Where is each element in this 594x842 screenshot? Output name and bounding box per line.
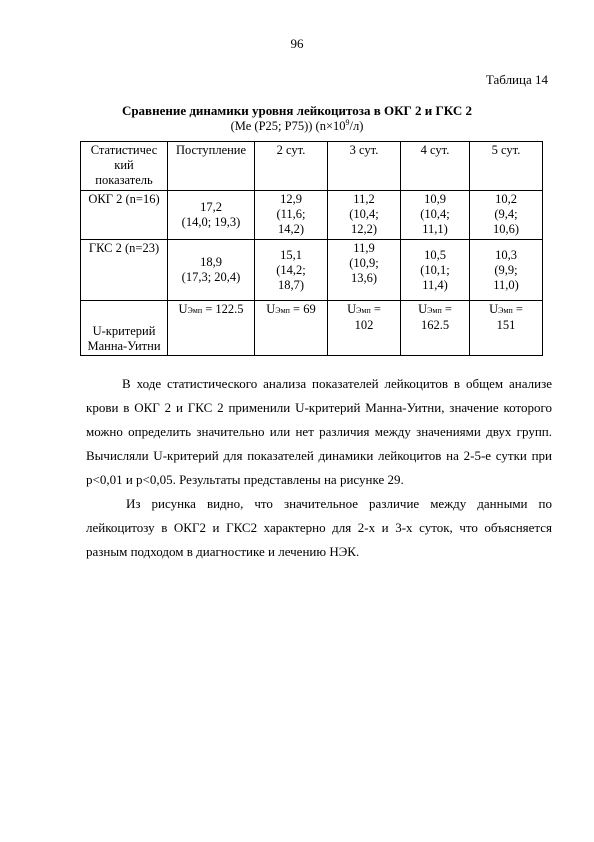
cell-line: (9,4; xyxy=(494,207,518,221)
cell-line: (10,9; xyxy=(349,256,379,270)
row-label-line: Манна-Уитни xyxy=(87,339,161,353)
cell-line: (10,4; xyxy=(420,207,450,221)
u-value-admission xyxy=(168,301,255,356)
cell-line: 10,6) xyxy=(492,222,520,236)
cell-line: 18,9 xyxy=(200,255,222,269)
cell-line: 17,2 xyxy=(200,200,222,214)
header-day5: 5 сут. xyxy=(470,142,543,191)
header-day4: 4 сут. xyxy=(401,142,470,191)
cell-line: (14,2; xyxy=(276,262,306,277)
u-letter: U xyxy=(178,302,188,316)
cell-admission xyxy=(168,240,255,301)
u-line: 162.5 xyxy=(420,318,450,332)
cell-day4 xyxy=(401,191,470,240)
cell-line: 11,0) xyxy=(493,277,519,292)
u-sub: Эмп xyxy=(427,306,442,315)
cell-line: 15,1 xyxy=(280,247,302,262)
header-stat-line: Статистичес xyxy=(90,143,158,157)
u-line xyxy=(331,302,397,318)
cell-line: 10,5 xyxy=(424,247,446,262)
table-row-gks2 xyxy=(81,240,543,301)
u-value-day2 xyxy=(255,301,328,356)
row-label: ГКС 2 (n=23) xyxy=(81,240,168,301)
cell-line: (14,0; 19,3) xyxy=(181,215,241,229)
u-sub: Эмп xyxy=(356,306,371,315)
u-value: = 69 xyxy=(293,302,316,316)
cell-line: 11,2 xyxy=(353,192,375,206)
u-line: 151 xyxy=(496,318,516,332)
paragraph: Из рисунка видно, что значительное различие между данными по лейкоцитозу в ОКГ2 и ГКС2 характерно для 2-х и 3-х суток, что объясняется разным подходом в диагностике и лечению НЭК. xyxy=(86,496,552,559)
cell-day3 xyxy=(328,191,401,240)
subtitle-prefix: (Ме (P25; P75)) (n×10 xyxy=(230,119,346,134)
table-title: Сравнение динамики уровня лейкоцитоза в ОКГ 2 и ГКС 2 xyxy=(121,103,473,118)
u-value-day4 xyxy=(401,301,470,356)
leukocytosis-table xyxy=(80,141,543,356)
cell-line: 10,3 xyxy=(495,247,517,262)
row-label-line: U-критерий xyxy=(92,324,156,338)
cell-day3 xyxy=(328,240,401,301)
u-value: = 122.5 xyxy=(205,302,244,316)
cell-line: 13,6) xyxy=(350,271,378,285)
cell-line: (10,4; xyxy=(349,207,379,221)
cell-line: 10,9 xyxy=(424,192,446,206)
u-letter: U xyxy=(418,302,428,316)
table-header-row xyxy=(81,142,543,191)
cell-day5 xyxy=(470,191,543,240)
u-letter: U xyxy=(347,302,357,316)
u-line xyxy=(473,302,539,318)
cell-line: (10,1; xyxy=(420,262,450,277)
row-label: ОКГ 2 (n=16) xyxy=(81,191,168,240)
cell-line: (11,6; xyxy=(276,207,306,221)
cell-line: 11,4) xyxy=(422,277,448,292)
cell-day5 xyxy=(470,240,543,301)
header-stat xyxy=(81,142,168,191)
u-sub: Эмп xyxy=(275,306,290,315)
subtitle-sup: 9 xyxy=(345,118,350,127)
u-value: = xyxy=(515,302,523,316)
cell-day4 xyxy=(401,240,470,301)
cell-line: 11,9 xyxy=(353,241,375,255)
table-row-u-test xyxy=(81,301,543,356)
table-row-okg2 xyxy=(81,191,543,240)
u-value-day5 xyxy=(470,301,543,356)
u-sub: Эмп xyxy=(498,306,513,315)
header-admission: Поступление xyxy=(168,142,255,191)
body-text xyxy=(86,372,552,564)
u-line: 102 xyxy=(354,318,374,332)
u-line xyxy=(404,302,466,318)
header-stat-line: показатель xyxy=(95,173,153,187)
cell-line: 12,2) xyxy=(350,222,378,236)
page-number: 96 xyxy=(290,36,304,51)
cell-line: (17,3; 20,4) xyxy=(181,270,241,284)
cell-admission xyxy=(168,191,255,240)
row-label-u-test xyxy=(81,301,168,356)
table-subtitle xyxy=(0,118,594,134)
cell-day2 xyxy=(255,240,328,301)
cell-day2 xyxy=(255,191,328,240)
cell-line: (9,9; xyxy=(494,262,518,277)
u-sub: Эмп xyxy=(187,306,203,315)
u-letter: U xyxy=(266,302,276,316)
cell-line: 18,7) xyxy=(277,277,305,292)
u-value-day3 xyxy=(328,301,401,356)
subtitle-suffix: /л) xyxy=(349,119,364,134)
u-letter: U xyxy=(489,302,499,316)
header-day2: 2 сут. xyxy=(255,142,328,191)
cell-line: 10,2 xyxy=(495,192,517,206)
header-day3: 3 сут. xyxy=(328,142,401,191)
u-value: = xyxy=(444,302,452,316)
cell-line: 11,1) xyxy=(422,222,448,236)
header-stat-line: кий xyxy=(114,158,134,172)
paragraph: В ходе статистического анализа показателей лейкоцитов в общем анализе крови в ОКГ 2 и ГКС 2 применили U-критерий Манна-Уитни, значение которого можно определить значительно или нет различия между значениями двух групп. Вычисляли U-критерий для показателей динамики лейкоцитов на 2-5-е сутки при p<0,01 и p<0,05. Результаты представлены на рисунке 29. xyxy=(86,376,552,487)
cell-line: 14,2) xyxy=(277,222,305,236)
cell-line: 12,9 xyxy=(280,192,302,206)
table-label: Таблица 14 xyxy=(485,72,548,87)
u-value: = xyxy=(373,302,381,316)
